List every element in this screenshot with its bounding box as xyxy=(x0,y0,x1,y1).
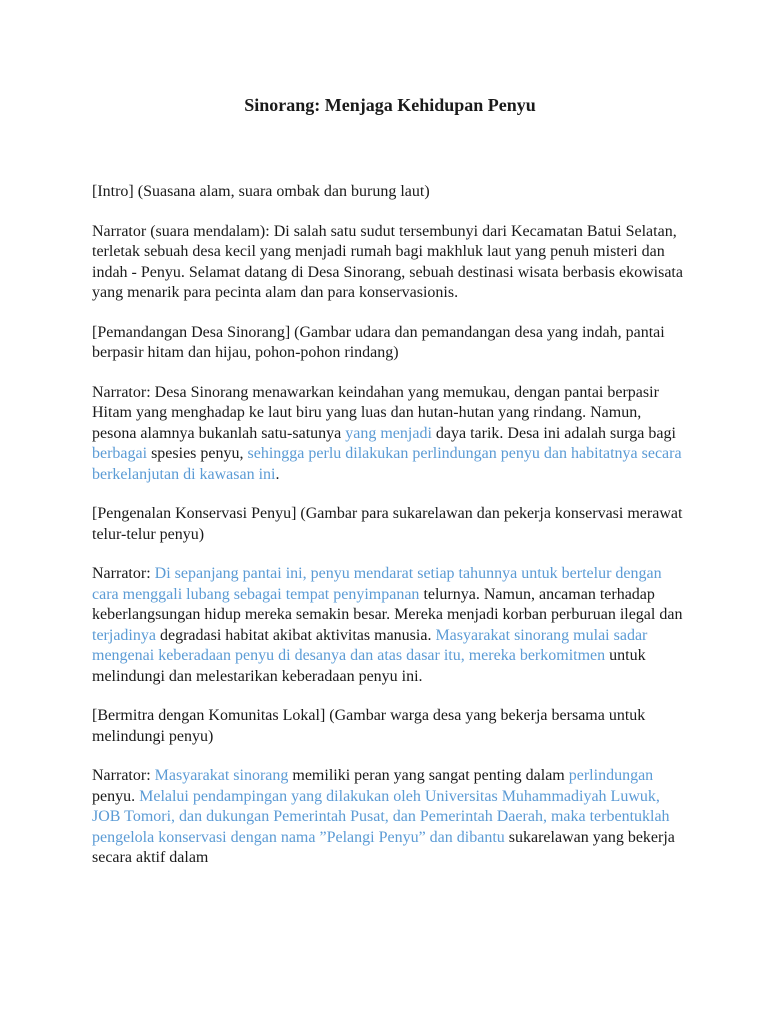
text-run: [Pemandangan Desa Sinorang] (Gambar udara dan pemandangan desa yang indah, pantai berpasir hitam dan hijau, pohon-pohon rindang) xyxy=(92,323,665,361)
highlighted-text-run: perlindungan xyxy=(568,767,654,784)
text-run: telurnya. Namun, ancaman terhadap keberlangsungan hidup mereka semakin besar. Mereka menjadi korban perburuan ilegal dan xyxy=(92,585,683,623)
text-run: memiliki peran yang sangat penting dalam xyxy=(288,767,569,784)
document-title: Sinorang: Menjaga Kehidupan Penyu xyxy=(244,95,536,115)
text-run: Narrator: xyxy=(92,767,155,784)
text-run: Narrator: Desa Sinorang menawarkan keindahan yang memukau, dengan pantai berpasir Hitam yang menghadap ke laut biru yang luas dan hutan-hutan yang rindang. Namun, pesona alamnya bukanlah satu-satunya xyxy=(92,383,659,442)
text-run: Narrator: xyxy=(92,565,155,582)
paragraph-narrator-village xyxy=(92,383,688,486)
highlighted-text-run: Melalui pendampingan yang dilakukan oleh Universitas Muhammadiyah Luwuk, JOB Tomori, dan dukungan Pemerintah Pusat, dan Pemerintah Daerah, maka terbentuklah pengelola konservasi dengan nama ”Pelangi Penyu” dan dibantu xyxy=(92,787,670,846)
highlighted-text-run: terjadinya xyxy=(92,626,156,644)
text-run: daya tarik. Desa ini adalah surga bagi xyxy=(431,424,676,442)
text-run: [Pengenalan Konservasi Penyu] (Gambar para sukarelawan dan pekerja konservasi merawat telur-telur penyu) xyxy=(92,505,683,543)
text-run: spesies penyu, xyxy=(147,445,248,462)
highlighted-text-run: yang menjadi xyxy=(345,424,432,442)
paragraph-intro xyxy=(92,182,688,203)
paragraph-narrator-intro xyxy=(92,222,688,304)
text-run: untuk melindungi dan melestarikan keberadaan penyu ini. xyxy=(92,647,646,685)
text-run: degradasi habitat akibat aktivitas manusia. xyxy=(155,626,436,644)
text-run: [Intro] (Suasana alam, suara ombak dan burung laut) xyxy=(92,183,430,200)
highlighted-text-run: Masyarakat sinorang xyxy=(154,767,289,784)
paragraph-scene-conservation xyxy=(92,504,688,545)
text-run: . xyxy=(275,465,280,483)
paragraph-narrator-community xyxy=(92,766,688,869)
text-run: penyu. xyxy=(92,787,140,805)
highlighted-text-run: Masyarakat sinorang mulai sadar mengenai keberadaan penyu di desanya dan atas dasar itu, mereka berkomitmen xyxy=(92,626,648,664)
text-run: sukarelawan yang bekerja secara aktif dalam xyxy=(92,828,675,866)
highlighted-text-run: berbagai xyxy=(92,445,148,462)
document-page xyxy=(92,92,688,888)
paragraph-narrator-conservation xyxy=(92,564,688,687)
highlighted-text-run: Di sepanjang pantai ini, penyu mendarat setiap tahunnya untuk bertelur dengan cara menggali lubang sebagai tempat penyimpanan xyxy=(92,565,662,603)
paragraph-scene-community xyxy=(92,706,688,747)
paragraph-scene-village xyxy=(92,323,688,364)
text-run: Narrator (suara mendalam): Di salah satu sudut tersembunyi dari Kecamatan Batui Selatan, terletak sebuah desa kecil yang menjadi rumah bagi makhluk laut yang penuh misteri dan indah - Penyu. Selamat datang di Desa Sinorang, sebuah destinasi wisata berbasis ekowisata yang menarik para pecinta alam dan para konservasionis. xyxy=(92,222,683,301)
text-run: [Bermitra dengan Komunitas Lokal] (Gambar warga desa yang bekerja bersama untuk melindungi penyu) xyxy=(92,707,646,745)
highlighted-text-run: sehingga perlu dilakukan perlindungan penyu dan habitatnya secara berkelanjutan di kawasan ini xyxy=(92,445,682,483)
